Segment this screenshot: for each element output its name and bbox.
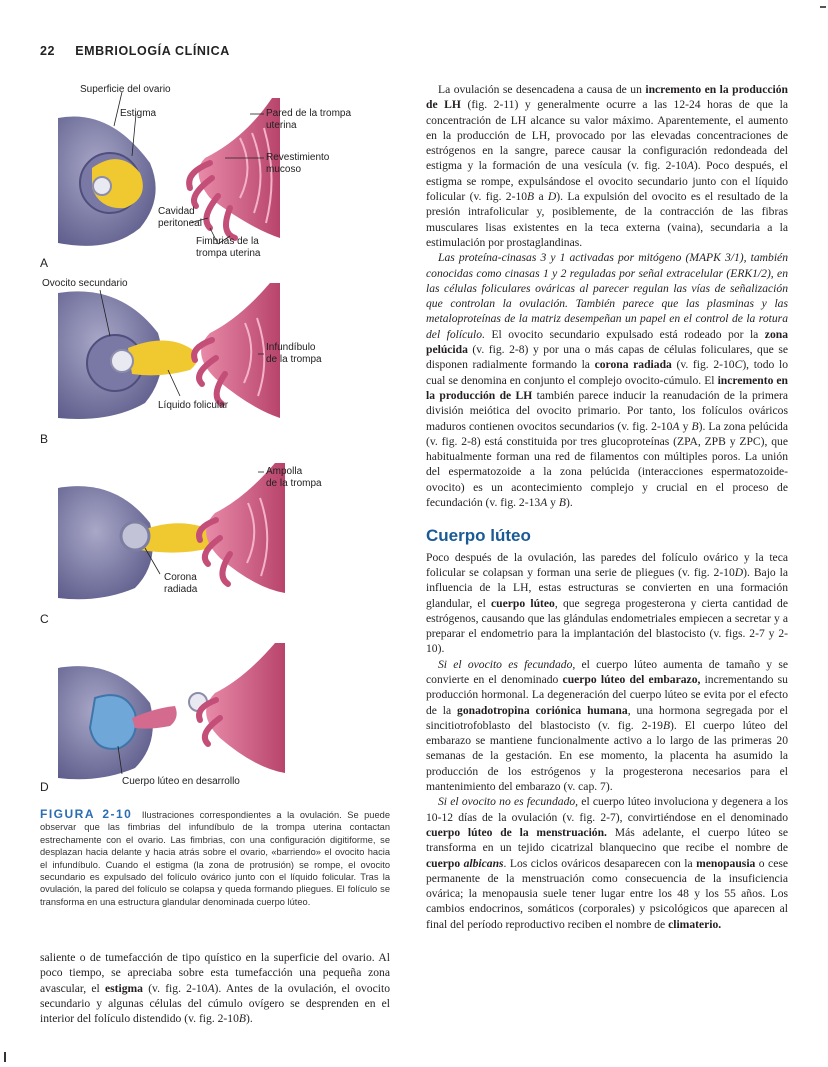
figure-caption xyxy=(40,808,390,908)
label-liquido-folicular: Líquido folicular xyxy=(158,400,229,411)
label-ampolla: Ampolla de la trompa xyxy=(266,466,322,489)
corpus-luteum-d xyxy=(90,695,136,749)
label-corona-radiada: Corona radiada xyxy=(164,572,198,595)
page-number: 22 xyxy=(40,44,56,58)
panel-label-b: B xyxy=(40,432,49,446)
label-cuerpo-luteo-desarrollo: Cuerpo lúteo en desarrollo xyxy=(122,776,240,787)
caption-text: Ilustraciones correspondientes a la ovulación. Se puede observar que las fimbrias del infundíbulo de la trompa uterina contactan estrechamente con el ovario. Las fimbrias, con una configuración digitiforme, se desplazan hacia delante y hacia atrás sobre el ovario, «barriendo» el ovocito hacia el infundíbulo. Cuando el estigma (la zona de protrusión) se rompe, el ovocito secundario es expulsado del folículo ovárico junto con el líquido folicular. Tras la ovulación, la pared del folículo se colapsa y queda formando pliegues. El folículo se transforma en una estructura glandular denominada cuerpo lúteo. xyxy=(40,810,390,907)
paragraph-no-fecundado: Si el ovocito no es fecundado, el cuerpo lúteo involuciona y degenera a los 10-12 días de la ovulación (v. fig. 2-7), convirtiéndose en el denominado cuerpo lúteo de la menstruación. Más adelante, el cuerpo lúteo se transforma en un tejido cicatrizal blanquecino que recibe el nombre de cuerpo albicans. Los ciclos ováricos desaparecen con la menopausia o cese permanente de la menstruación como consecuencia de la insuficiencia ovárica; la menopausia suele tener lugar entre los 48 y los 55 años. Los cambios endocrinos, somáticos (corporales) y psicológicos que aparecen al final del período reproductivo reciben el nombre de climaterio. xyxy=(426,795,788,931)
label-cavidad-peritoneal: Cavidad peritoneal xyxy=(158,206,202,229)
label-pared-trompa: Pared de la trompa uterina xyxy=(266,108,352,131)
oocyte-a xyxy=(93,177,111,195)
tube-d xyxy=(206,643,285,773)
panel-d-drawing xyxy=(58,643,285,779)
label-superficie-ovario: Superficie del ovario xyxy=(80,84,171,95)
ovulation-illustration xyxy=(40,78,392,798)
label-infundibulo: Infundíbulo de la trompa xyxy=(266,342,322,365)
paragraph-ovulation-lh: La ovulación se desencadena a causa de un incremento en la producción de LH (fig. 2-11) y generalmente ocurre a las 12-24 horas de que la concentración de LH alcance su valor máximo. Aparentemente, el aumento en la producción de LH, provocado por las elevadas concentraciones de estrógenos en la sangre, parece causar la configuración redondeada del estigma y la formación de una vesícula (v. fig. 2-10A). Poco después, el estigma se rompe, expulsándose el ovocito secundario junto con el líquido folicular (v. fig. 2-10B a D). La expulsión del ovocito es el resultado de la presión intrafolicular y, posiblemente, de la contracción de las fibras musculares lisas existentes en la teca externa (vaina), secundaria a la estimulación por prostaglandinas. xyxy=(426,83,788,249)
crop-mark-bottom xyxy=(4,1052,6,1062)
section-title-cuerpo-luteo: Cuerpo lúteo xyxy=(426,526,531,546)
right-column xyxy=(426,82,788,932)
panel-label-a: A xyxy=(40,256,49,270)
left-column-paragraph: saliente o de tumefacción de tipo quístico en la superficie del ovario. Al poco tiempo, se apreciaba sobre esta tumefacción una pequeña zona avascular, el estigma (v. fig. 2-10A). Antes de la ovulación, el ovocito secundario y algunas células del cúmulo ovígero se desprenden en el interior del folículo distendido (v. fig. 2-10B). xyxy=(40,951,390,1026)
label-estigma: Estigma xyxy=(120,108,157,119)
panel-label-d: D xyxy=(40,780,49,794)
panel-label-c: C xyxy=(40,612,49,626)
label-revestimiento: Revestimiento mucoso xyxy=(266,152,330,175)
crop-mark xyxy=(820,6,826,8)
running-title: EMBRIOLOGÍA CLÍNICA xyxy=(75,44,230,58)
label-ovocito-secundario: Ovocito secundario xyxy=(42,278,128,289)
figure-number: FIGURA 2-10 xyxy=(40,807,133,821)
oocyte-c xyxy=(121,522,149,550)
paragraph-fecundado: Si el ovocito es fecundado, el cuerpo lúteo aumenta de tamaño y se convierte en el denominado cuerpo lúteo del embarazo, incrementando su producción hormonal. La degeneración del cuerpo lúteo se evita por el efecto de la gonadotropina coriónica humana, una hormona segregada por el sincitiotrofoblasto del blastocisto (v. fig. 2-19B). El cuerpo lúteo del embarazo se mantiene funcionalmente activo a lo largo de las primeras 20 semanas de la gestación. En ese momento, la placenta ha asumido la producción de los estrógenos y la progesterona necesarios para el mantenimiento del embarazo (v. cap. 7). xyxy=(426,657,789,794)
panel-b-drawing xyxy=(58,283,280,419)
figure-2-10 xyxy=(40,78,392,798)
paragraph-mapk: Las proteína-cinasas 3 y 1 activadas por mitógeno (MAPK 3/1), también conocidas como cinasas 1 y 2 reguladas por señal extracelular (ERK1/2), en las células foliculares ováricas al parecer regulan las vías de señalización que controlan la ovulación. También parece que las plasminas y las metaloproteínas de la matriz desempeñan un papel en el control de la rotura del folículo. El ovocito secundario expulsado está rodeado por la zona pelúcida (v. fig. 2-8) y por una o más capas de células foliculares, que se disponen radialmente formando la corona radiada (v. fig. 2-10C), todo lo cual se denomina en conjunto el complejo ovocito-cúmulo. El incremento en la producción de LH también parece inducir la reanudación de la primera división meiótica del ovocito primario. Por tanto, los folículos ováricos maduros contienen ovocitos secundarios (v. fig. 2-10A y B). La zona pelúcida (v. fig. 2-8) está constituida por tres glucoproteínas (ZPA, ZPB y ZPC), que habitualmente forman una red de filamentos con múltiples poros. La unión del espermatozoide a la zona pelúcida (interacciones espermatozoide-ovocito) es un acontecimiento complejo y crucial en el proceso de fecundación (v. fig. 2-13A y B). xyxy=(426,251,788,510)
page-header xyxy=(40,44,230,58)
paragraph-cuerpo-luteo: Poco después de la ovulación, las paredes del folículo ovárico y la teca folicular se colapsan y forman una serie de pliegues (v. fig. 2-10D). Bajo la influencia de la LH, estas estructuras se convierten en una formación glandular, el cuerpo lúteo, que segrega progesterona y cierta cantidad de estrógenos, causando que las glándulas endometriales empiecen a secretar y a preparar el endometrio para la implantación del blastocisto (v. figs. 2-7 y 2-10). xyxy=(426,550,788,656)
fluid-b xyxy=(128,341,198,376)
oocyte-b xyxy=(111,350,133,372)
label-fimbrias: Fimbrias de la trompa uterina xyxy=(196,236,261,259)
